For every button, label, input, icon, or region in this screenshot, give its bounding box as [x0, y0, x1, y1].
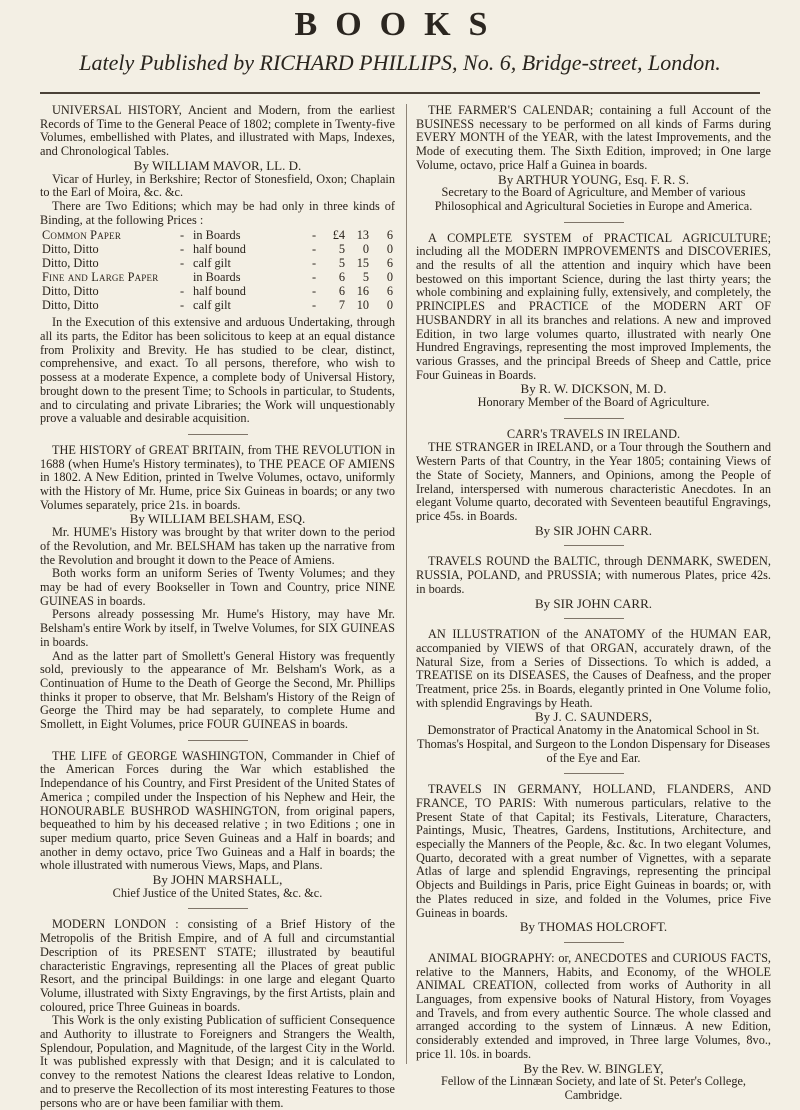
masthead-title: BOOKS [294, 6, 506, 43]
price-shillings: 5 [362, 270, 369, 285]
price-shillings: 15 [356, 256, 369, 271]
price-pounds: 6 [338, 270, 345, 285]
advert-author: By J. C. SAUNDERS, [534, 709, 653, 725]
divider [188, 908, 248, 909]
advert-paragraph: And as the latter part of Smollett's General History was frequently sold, previously to the appearance of Mr. Belsham's Work, as a Continuation of Hume to the Death of George the Second, Mr. Phillips thinks it proper to observe, that Mr. Belsham's History of the Reign of George the Third may be had separately, to complete Hume and Smollett, in Eight Volumes, price FOUR GUINEAS in boards. [40, 648, 395, 732]
advert-lead: THE LIFE of GEORGE WASHINGTON, Commander in Chief of the American Forces during the War which established the Independance of his Country, and First President of the United States of America ; compiled under the Inspection of his Nephew and Heir, the HONOURABLE BUSHROD WASHINGTON, from original papers, bequeathed to him by his deceased relative ; in two Editions ; one in super medium quarto, price Seven Guineas and a Half in boards; and another in demy octavo, price Two Guineas and a Half in boards; the whole illustrated with numerous Views, Maps, and Plans. [40, 748, 395, 873]
advert-agriculture [416, 232, 771, 410]
price-dash: - [179, 256, 185, 271]
price-shillings: 10 [356, 298, 369, 313]
advert-lead: A COMPLETE SYSTEM of PRACTICAL AGRICULTURE; including all the MODERN IMPROVEMENTS and DISCOVERIES, and the results of all the attention and inquiry which have been bestowed on this important Science, during the last thirty years; the whole combining and explaining fully, extensively, and completely, the PRINCIPLES and PRACTICE of the MODERN ART OF HUSBANDRY in all its branches and relations. A new and improved Edition, in two large volumes quarto, illustrated with nearly One Hundred Engravings, representing the most improved Implements, the various Grasses, and the principal Breeds of Sheep and Cattle, price Four Guineas in Boards. [416, 230, 771, 382]
price-pence: 6 [386, 228, 393, 243]
divider [564, 222, 624, 223]
price-pounds: 7 [338, 298, 345, 313]
right-column [416, 104, 771, 1103]
paper-type: Fine and Large Paper [42, 270, 159, 285]
price-pence: 6 [386, 284, 393, 299]
price-pence: 0 [386, 242, 393, 257]
price-dash [173, 270, 191, 284]
price-row [40, 284, 395, 298]
divider [564, 773, 624, 774]
advert-credentials: Secretary to the Board of Agriculture, and Member of various Philosophical and Agricultural Societies in Europe and America. [434, 185, 753, 213]
advert-lead: TRAVELS IN GERMANY, HOLLAND, FLANDERS, AND FRANCE, TO PARIS: With numerous particulars, relative to the Present State of that Capital; its Festivals, Literature, Characters, Paintings, Music, Theatres, Gardens, Institutions, Architecture, and especially the Manners of the People, &c. &c. In two elegant Volumes, Quarto, decorated with a great number of Vignettes, with a separate Atlas of large and splendid Engravings, representing the principal Objects and Buildings in Paris, price Eight Guineas in boards; or, with the Plates reduced in size, and folded in the Volumes, price Five Guineas in boards. [416, 782, 771, 920]
advert-ear-anatomy [416, 628, 771, 765]
advert-lead: UNIVERSAL HISTORY, Ancient and Modern, from the earliest Records of Time to the General Peace of 1802; complete in Twenty-five Volumes, embellished with Plates, and illustrated with Maps, Indexes, and Chronological Tables. [40, 103, 395, 159]
price-pounds: £4 [332, 228, 345, 243]
price-dash: - [311, 256, 317, 271]
divider [564, 618, 624, 619]
advert-paragraph: Persons already possessing Mr. Hume's History, may have Mr. Belsham's entire Work by itself, in Twelve Volumes, for SIX GUINEAS in boards. [40, 607, 395, 649]
masthead-subtitle: Lately Published by RICHARD PHILLIPS, No. 6, Bridge-street, London. [79, 50, 721, 75]
advert-animal-biography [416, 952, 771, 1103]
advert-author: By SIR JOHN CARR. [534, 595, 653, 611]
advert-credentials: Fellow of the Linnæan Society, and late of St. Peter's College, Cambridge. [440, 1074, 747, 1102]
advert-credentials: Vicar of Hurley, in Berkshire; Rector of Stonesfield, Oxon; Chaplain to the Earl of Moira, &c. &c. [40, 171, 395, 200]
paper-type: Ditto, Ditto [42, 284, 99, 299]
divider [188, 740, 248, 741]
advert-body: In the Execution of this extensive and arduous Undertaking, through all its parts, the Editor has been solicitous to keep at an equal distance from Prolixity and Brevity. He has studied to be clear, distinct, comprehensive, and exact. To all persons, therefore, who wish to possess at a moderate Expence, a complete body of Universal History, brought down to the present Time; to Schools in particular, to Students, and to circulating and private Libraries; the Work will unquestionably prove a valuable and desirable acquisition. [40, 315, 395, 426]
price-pounds: 5 [338, 242, 345, 257]
advert-modern-london [40, 918, 395, 1110]
price-dash: - [179, 228, 185, 243]
left-column [40, 104, 395, 1110]
advert-washington [40, 750, 395, 901]
divider [564, 545, 624, 546]
advert-body: This Work is the only existing Publication of sufficient Consequence and Authority to illustrate to Foreigners and Strangers the Wealth, Splendour, Population, and Magnitude, of the largest City in the World. It was published expressly with that Design; and it is calculated to convey to the remotest Nations the clearest Ideas relative to London, and to preserve the Recollection of its most interesting Features to those persons who are or have been familiar with them. [40, 1013, 395, 1110]
price-pence: 0 [386, 270, 393, 285]
divider [564, 942, 624, 943]
advert-lead: TRAVELS ROUND the BALTIC, through DENMARK, SWEDEN, RUSSIA, POLAND, and PRUSSIA; with numerous Plates, price 42s. in boards. [416, 554, 771, 596]
advert-heading: CARR's TRAVELS IN IRELAND. [506, 426, 681, 441]
binding-type: half bound [193, 284, 246, 299]
divider [188, 434, 248, 435]
advert-author: By ARTHUR YOUNG, Esq. F. R. S. [498, 171, 689, 187]
price-row [40, 256, 395, 270]
advert-lead: ANIMAL BIOGRAPHY: or, ANECDOTES and CURIOUS FACTS, relative to the Manners, Habits, and Economy, of the WHOLE ANIMAL CREATION, collected from works of Authority in all Languages, from expensive books of Natural History, from Voyages and Travels, and from every authentic Source. The whole classed and arranged according to the system of Linnæus. A new Edition, considerably extended and improved, in Three large Volumes, 8vo., price 1l. 10s. in boards. [416, 950, 771, 1061]
advert-lead: AN ILLUSTRATION of the ANATOMY of the HUMAN EAR, accompanied by VIEWS of that ORGAN, accurately drawn, of the Natural Size, from a Series of Dissections. To which is added, a TREATISE on its DISEASES, the Causes of Deafness, and the proper Treatment, price 25s. in Boards, elegantly printed in One Volume folio, with splendid Engravings by Heath. [416, 627, 771, 710]
advert-author: By THOMAS HOLCROFT. [519, 919, 668, 935]
price-pence: 0 [386, 298, 393, 313]
price-shillings: 16 [356, 284, 369, 299]
price-row [40, 228, 395, 242]
price-row [40, 298, 395, 312]
binding-type: half bound [193, 242, 246, 257]
binding-type: calf gilt [193, 256, 231, 271]
advert-baltic [416, 555, 771, 610]
advert-germany-travels [416, 783, 771, 934]
price-dash: - [179, 242, 185, 257]
advert-history-britain [40, 444, 395, 732]
advert-lead: THE FARMER'S CALENDAR; containing a full Account of the BUSINESS necessary to be performed on all kinds of Farms during EVERY MONTH of the YEAR, with the latest Improvements, and the Mode of executing them. The Sixth Edition, improved; in One large Volume, octavo, price Half a Guinea in boards. [416, 103, 771, 172]
price-dash: - [311, 228, 317, 243]
binding-type: in Boards [193, 270, 241, 285]
price-row [40, 270, 395, 284]
advert-credentials: Honorary Member of the Board of Agriculture. [477, 395, 710, 410]
price-shillings: 0 [362, 242, 369, 257]
advert-lead: THE STRANGER in IRELAND, or a Tour through the Southern and Western Parts of that Country, in the Year 1805; containing Views of the State of Society, Manners, and Opinions, among the People of Ireland, interspersed with numerous characteristic Anecdotes. In an elegant Volume quarto, decorated with Seventeen beautiful Engravings, price 45s. in Boards. [416, 440, 771, 523]
advert-author: By WILLIAM MAVOR, LL. D. [133, 157, 302, 173]
price-row [40, 242, 395, 256]
advert-carr-ireland [416, 428, 771, 538]
price-pounds: 5 [338, 256, 345, 271]
advert-author: By JOHN MARSHALL, [152, 872, 283, 888]
advert-credentials: Chief Justice of the United States, &c. &c. [112, 885, 323, 900]
binding-type: calf gilt [193, 298, 231, 313]
price-dash: - [311, 298, 317, 313]
price-table [40, 228, 395, 312]
price-dash: - [311, 284, 317, 299]
advert-author: By the Rev. W. BINGLEY, [523, 1060, 664, 1076]
advert-paragraph: Both works form an uniform Series of Twenty Volumes; and they may be had of every Bookseller in Town and Country, price NINE GUINEAS in boards. [40, 566, 395, 608]
column-separator [406, 104, 407, 1064]
price-dash: - [179, 298, 185, 313]
paper-type: Ditto, Ditto [42, 256, 99, 271]
paper-type: Common Paper [42, 228, 122, 243]
advert-author: By R. W. DICKSON, M. D. [520, 381, 667, 397]
price-shillings: 13 [356, 228, 369, 243]
advert-farmers-calendar [416, 104, 771, 214]
price-dash: - [311, 270, 317, 285]
advert-universal-history [40, 104, 395, 426]
paper-type: Ditto, Ditto [42, 298, 99, 313]
binding-type: in Boards [193, 228, 241, 243]
advert-author: By SIR JOHN CARR. [534, 522, 653, 538]
advert-paragraph: Mr. HUME's History was brought by that writer down to the period of the Revolution, and Mr. BELSHAM has taken up the narrative from the Revolution and brought it down to the Peace of Amiens. [40, 525, 395, 567]
price-pence: 6 [386, 256, 393, 271]
paper-type: Ditto, Ditto [42, 242, 99, 257]
advert-author: By WILLIAM BELSHAM, ESQ. [129, 511, 306, 527]
advert-lead: THE HISTORY of GREAT BRITAIN, from THE REVOLUTION in 1688 (when Hume's History terminates), to THE PEACE OF AMIENS in 1802. A New Edition, printed in Twelve Volumes, octavo, uniformly with the History of Mr. Hume, price Six Guineas in boards; or any two Volumes separately, price 21s. in boards. [40, 442, 395, 512]
price-dash: - [311, 242, 317, 257]
masthead-rule [40, 92, 760, 94]
advert-credentials: Demonstrator of Practical Anatomy in the Anatomical School in St. Thomas's Hospital, and Surgeon to the London Dispensary for Diseases of the Eye and Ear. [416, 723, 771, 765]
advert-lead: MODERN LONDON : consisting of a Brief History of the Metropolis of the British Empire, and of A full and circumstantial Description of its PRESENT STATE; illustrated by beautiful characteristic Engravings, representing all the Places of great public Resort, and the principal Buildings: in one large and elegant Quarto Volume, illustrated with Sixty Engravings, by the first Artists, plain and coloured, price Three Guineas in boards. [40, 917, 395, 1014]
price-pounds: 6 [338, 284, 345, 299]
divider [564, 418, 624, 419]
price-dash: - [179, 284, 185, 299]
editions-intro: There are Two Editions; which may be had only in three kinds of Binding, at the following Prices : [40, 198, 395, 227]
